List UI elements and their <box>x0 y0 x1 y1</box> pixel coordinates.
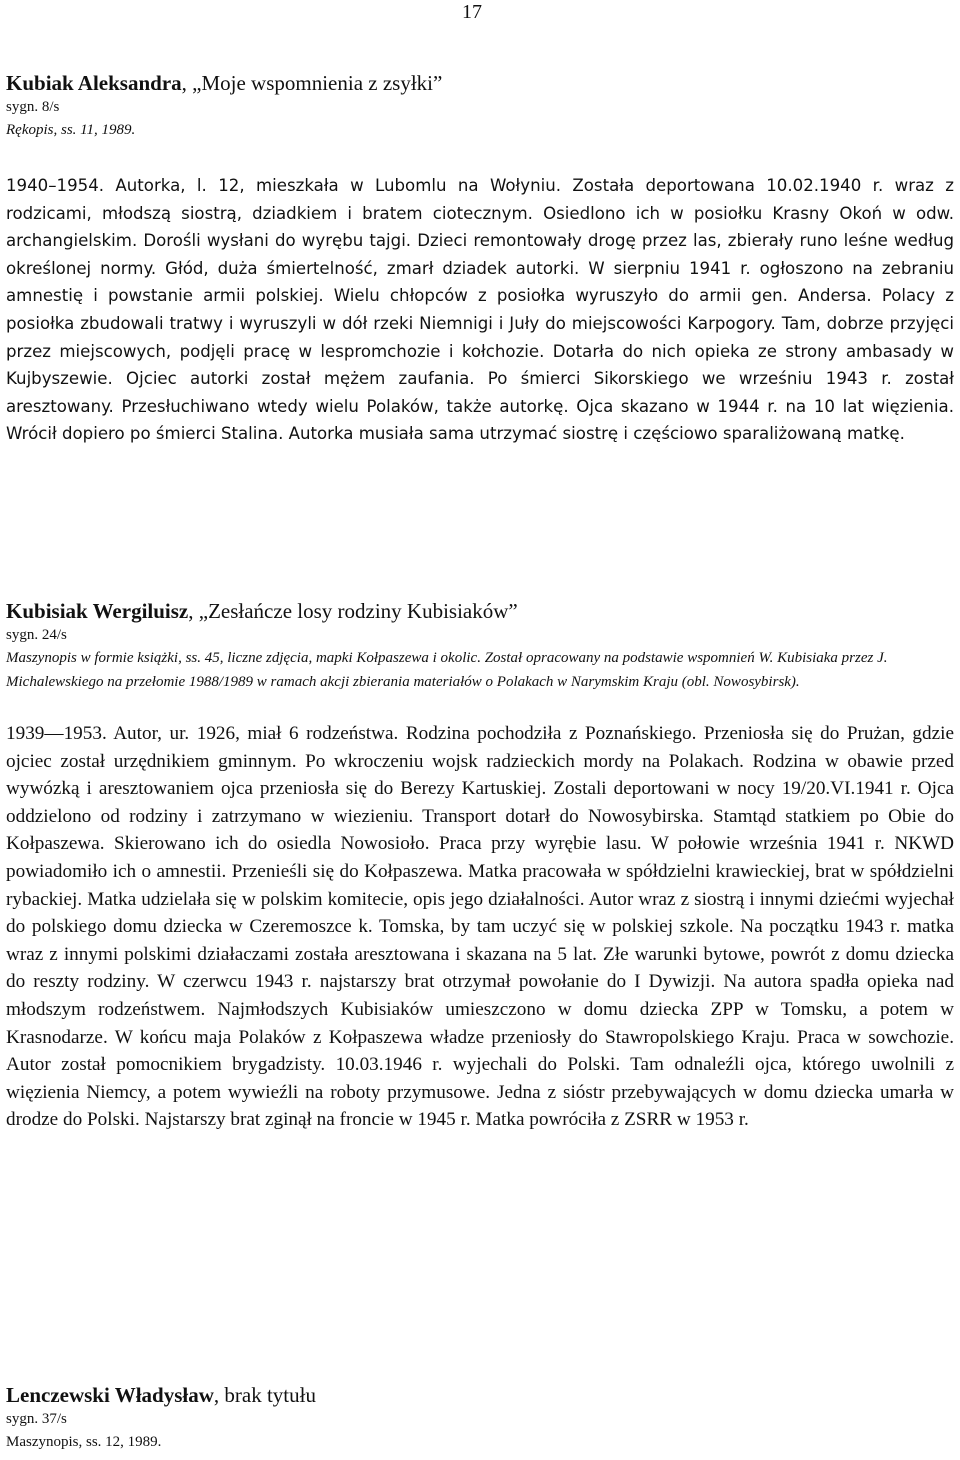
entry-title: „Moje wspomnienia z zsyłki” <box>192 71 443 95</box>
entry-title: brak tytułu <box>224 1383 316 1407</box>
page-number: 17 <box>462 1 482 23</box>
entry-summary: 1939—1953. Autor, ur. 1926, miał 6 rodzeństwa. Rodzina pochodziła z Poznańskiego. Przeniosła się do Prużan, gdzie ojciec został urzędnikiem gminnym. Po wkroczeniu wojsk radzieckich mordy na Polakach. Rodzina w obawie przed wywózką i aresztowaniem ojca przeniosła się do Berezy Kartuskiej. Zostali deportowani w nocy 19/20.VI.1941 r. Ojca oddzielono od rodziny i zatrzymano w wiezieniu. Transport dotarł do Nowosybirska. Stamtąd statkiem po Obie do Kołpaszewa. Skierowano ich do osiedla Nowosioło. Praca przy wyrębie lasu. W połowie września 1941 r. NKWD powiadomiło ich o amnestii. Przenieśli się do Kołpaszewa. Matka pracowała w spółdzielni krawieckiej, brat w spółdzielni rybackiej. Matka udzielała się w polskim komitecie, opis jego działalności. Autor wraz z siostrą i innymi dziećmi wyjechał do polskiego domu dziecka w Czeremoszce k. Tomska, by tam uczyć się w polskiej szkole. Na początku 1943 r. matka wraz z innymi polskimi działaczami została aresztowana i skazana na 5 lat. Złe warunki bytowe, powrót z domu dziecka do reszty rodziny. W czerwcu 1943 r. najstarszy brat otrzymał powołanie do I Dywizji. Na autora spadła opieka nad młodszym rodzeństwem. Najmłodszych Kubisiaków umieszczono w domu dziecka ZPP w Tomsku, a potem w Krasnodarze. W końcu maja Polaków z Kołpaszewa władze przeniosły do Stawropolskiego Kraju. Praca w sowchozie. Autor został pomocnikiem brygadzisty. 10.03.1946 r. wyjechali do Polski. Tam odnaleźli ojca, którego uwolnili z więzienia Niemcy, a potem wywieźli na roboty przymusowe. Jedna z sióstr przebywających w domu dziecka umarła w drodze do Polski. Najstarszy brat zginął na froncie w 1945 r. Matka powróciła z ZSRR w 1953 r. <box>6 723 954 1131</box>
catalog-entry <box>6 598 954 1134</box>
entry-description: Maszynopis w formie książki, ss. 45, liczne zdjęcia, mapki Kołpaszewa i okolic. Został opracowany na podstawie wspomnień W. Kubisiaka przez J. Michalewskiego na przełomie 1988/1989 w ramach akcji zbierania materiałów o Polakach w Narymskim Kraju (obl. Nowosybirsk). <box>6 650 888 690</box>
catalog-entry <box>6 1382 954 1454</box>
entry-author: Lenczewski Władysław <box>6 1383 214 1407</box>
entry-heading <box>6 1382 954 1408</box>
entry-description: Rękopis, ss. 11, 1989. <box>6 122 136 138</box>
entry-signature: sygn. 24/s <box>6 627 67 643</box>
entry-signature: sygn. 8/s <box>6 99 60 115</box>
entry-summary: 1940–1954. Autorka, l. 12, mieszkała w Lubomlu na Wołyniu. Została deportowana 10.02.1940 r. wraz z rodzicami, młodszą siostrą, dziadkiem i bratem ciotecznym. Osiedlono ich w posiołku Krasny Okoń w odw. archangielskim. Dorośli wysłani do wyrębu tajgi. Dzieci remontowały drogę przez las, zbierały runo leśne według określonej normy. Głód, duża śmiertelność, zmarł dziadek autorki. W sierpniu 1941 r. ogłoszono na zebraniu amnestię i powstanie armii polskiej. Wielu chłopców z posiołka wyruszyło do armii gen. Andersa. Polacy z posiołka zbudowali tratwy i wyruszyli w dół rzeki Niemnigi i Juły do miejscowości Karpogory. Tam, dobrze przyjęci przez miejscowych, podjęli pracę w lespromchozie i kołchozie. Dotarła do nich opieka ze strony ambasady w Kujbyszewie. Ojciec autorki został mężem zaufania. Po śmierci Sikorskiego we wrześniu 1943 r. został aresztowany. Przesłuchiwano wtedy wielu Polaków, także autorkę. Ojca skazano w 1944 r. na 10 lat więzienia. Wrócił dopiero po śmierci Stalina. Autorka musiała sama utrzymać siostrę i częściowo sparaliżowaną matkę. <box>6 176 954 444</box>
entry-heading <box>6 70 954 96</box>
entry-heading <box>6 598 954 624</box>
catalog-entry <box>6 70 954 448</box>
entry-author: Kubisiak Wergiluisz <box>6 599 189 623</box>
entry-signature: sygn. 37/s <box>6 1411 67 1427</box>
entry-title: „Zesłańcze losy rodziny Kubisiaków” <box>198 599 518 623</box>
entry-description: Maszynopis, ss. 12, 1989. <box>6 1434 162 1450</box>
entry-separator: , <box>181 71 193 95</box>
entry-author: Kubiak Aleksandra <box>6 71 182 95</box>
entry-separator: , <box>213 1383 225 1407</box>
entry-separator: , <box>188 599 199 623</box>
